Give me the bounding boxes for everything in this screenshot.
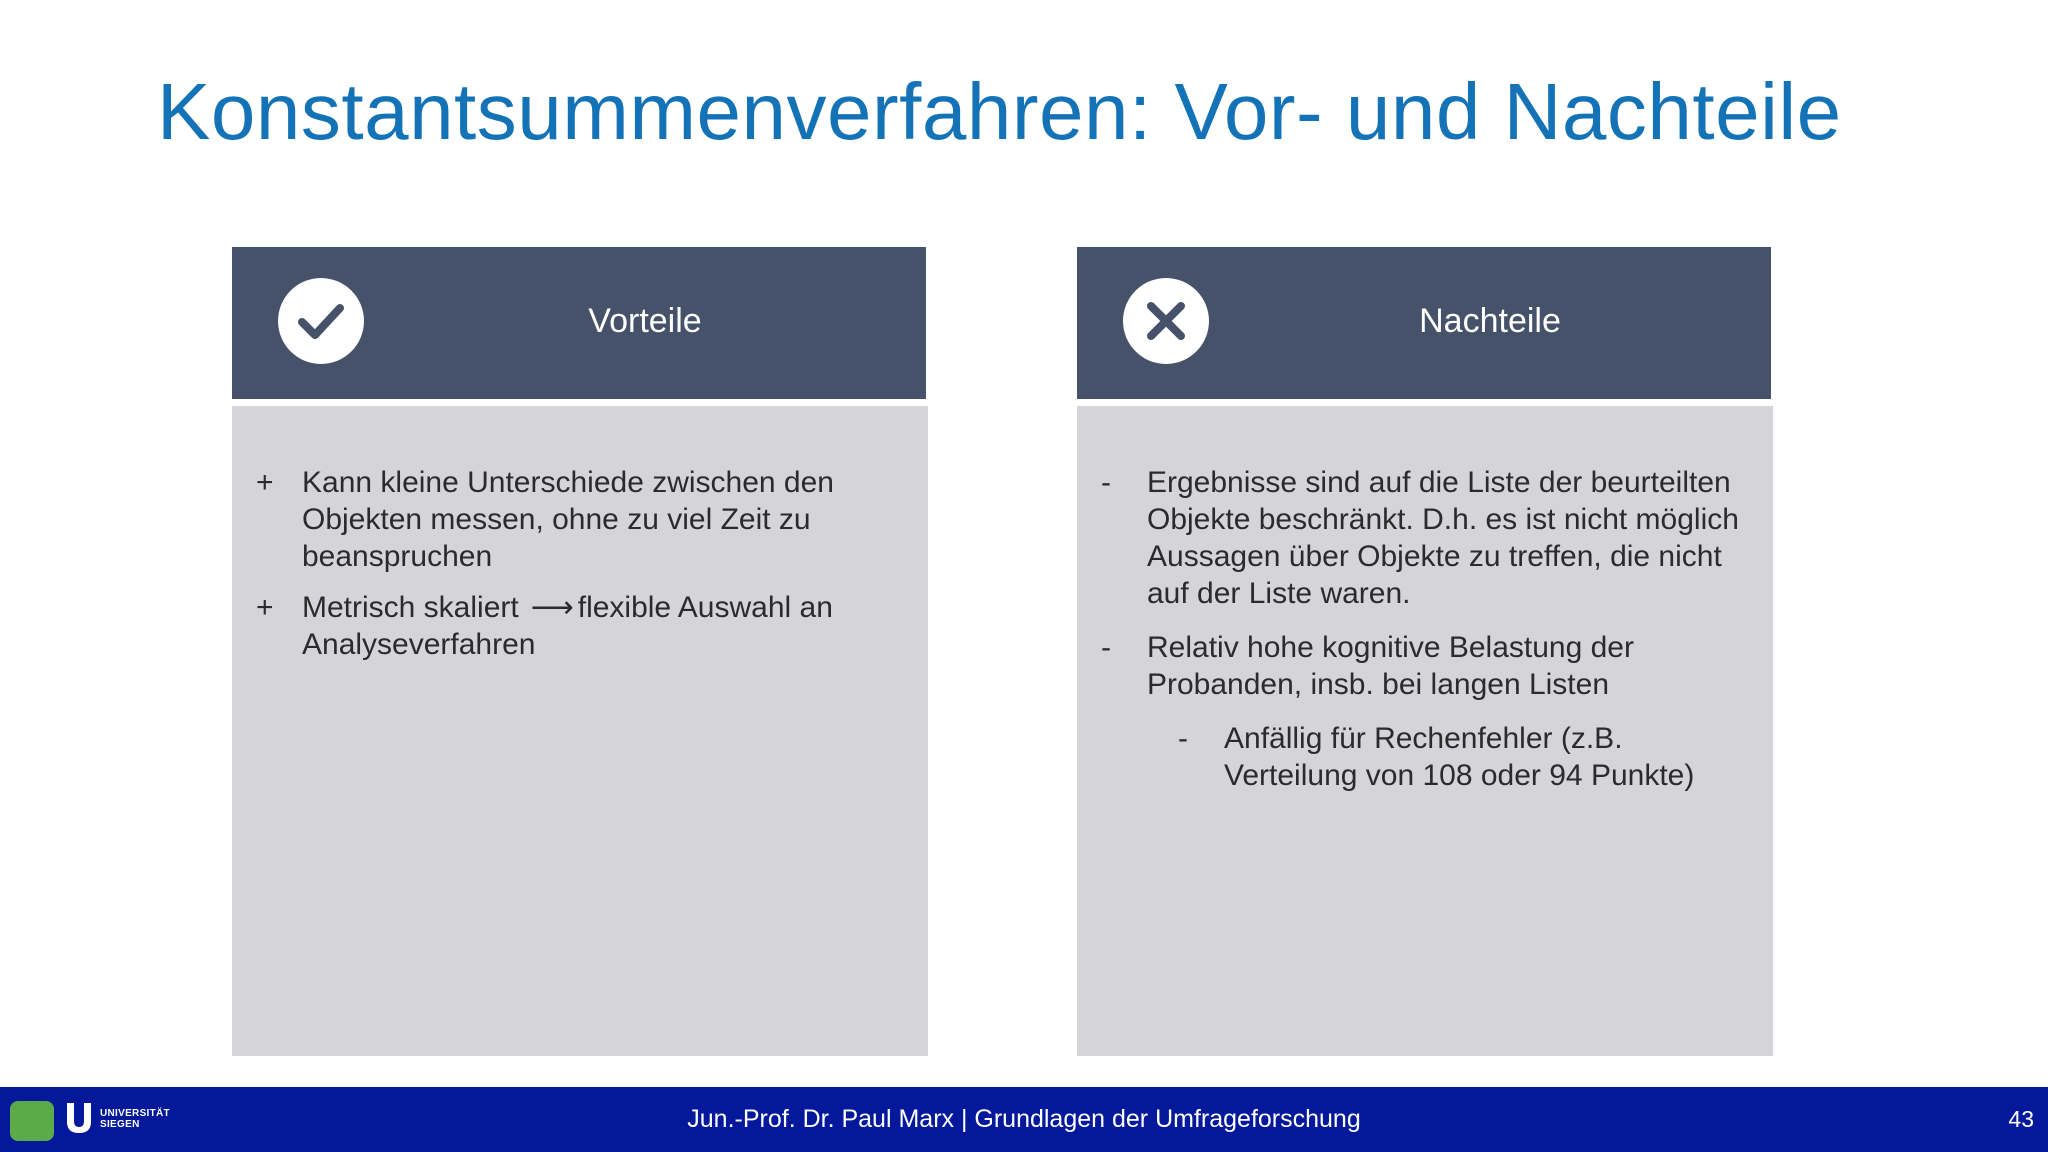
pros-list [256, 464, 908, 677]
arrow-icon: ⟶ [530, 591, 574, 624]
close-icon [1123, 278, 1209, 364]
list-item [1101, 464, 1753, 612]
footer-bar [0, 1087, 2048, 1152]
dash-bullet: - [1101, 466, 1111, 499]
plus-bullet: + [256, 591, 274, 624]
pros-item-text: Metrisch skaliert [302, 591, 519, 624]
cons-list [1101, 464, 1753, 808]
pros-header-label: Vorteile [588, 302, 702, 340]
cons-header [1077, 247, 1771, 399]
pros-item-text: flexible Auswahl an Analyseverfahren [302, 591, 833, 661]
list-item-sub [1178, 720, 1753, 794]
check-icon [278, 278, 364, 364]
university-name-line1: UNIVERSITÄT [100, 1108, 170, 1119]
list-item [256, 589, 908, 663]
pros-item-text: Kann kleine Unterschiede zwischen den Objekten messen, ohne zu viel Zeit zu beanspruchen [302, 466, 834, 573]
page-number: 43 [2008, 1106, 2034, 1132]
cons-subitem-text: Anfällig für Rechenfehler (z.B. Verteilung von 108 oder 94 Punkte) [1224, 722, 1695, 792]
slide-title: Konstantsummenverfahren: Vor- und Nachteile [157, 67, 1842, 156]
list-item [256, 464, 908, 575]
footer-caption: Jun.-Prof. Dr. Paul Marx | Grundlagen der Umfrageforschung [687, 1105, 1361, 1133]
cons-item-text: Ergebnisse sind auf die Liste der beurteilten Objekte beschränkt. D.h. es ist nicht möglich Aussagen über Objekte zu treffen, die nicht auf der Liste waren. [1147, 466, 1739, 610]
cons-body [1077, 406, 1773, 1056]
dash-bullet: - [1178, 722, 1188, 755]
cons-header-label: Nachteile [1419, 302, 1561, 340]
cons-item-text: Relativ hohe kognitive Belastung der Probanden, insb. bei langen Listen [1147, 631, 1634, 701]
university-name-line2: SIEGEN [100, 1119, 140, 1130]
dash-bullet: - [1101, 631, 1111, 664]
pros-header [232, 247, 926, 399]
pros-body [232, 406, 928, 1056]
plus-bullet: + [256, 466, 274, 499]
list-item [1101, 629, 1753, 703]
